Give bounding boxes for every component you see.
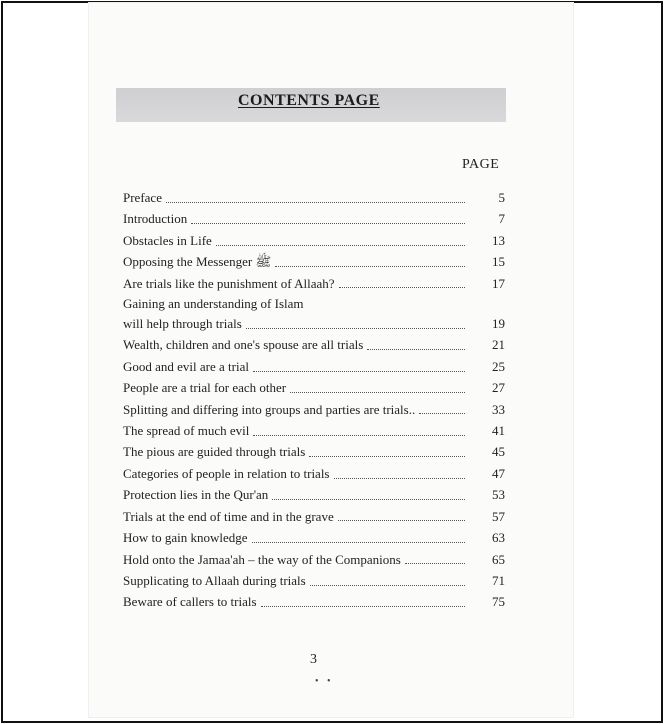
toc-entry-label: Are trials like the punishment of Allaah? [123,275,335,291]
toc-entry [123,441,505,462]
contents-title: CONTENTS PAGE [238,92,380,109]
toc-entry [123,420,505,441]
toc-entry-page: 27 [492,380,505,396]
dot-leader [310,584,465,586]
toc-entry-label: Good and evil are a trial [123,358,249,374]
toc-entry-label: The spread of much evil [123,423,250,439]
toc-entry-label: Splitting and differing into groups and parties are trials.. [123,401,416,417]
dot-leader [419,412,465,414]
toc-entry [123,399,505,420]
toc-entry-page: 47 [492,465,505,481]
toc-entry-page: 57 [492,508,505,524]
toc-entry-label-line1: Gaining an understanding of Islam [123,296,304,312]
toc-entry [123,273,505,294]
toc-entry [123,570,505,591]
toc-entry [123,208,505,229]
dot-leader [339,286,465,288]
toc-entry-label: Introduction [123,211,188,227]
toc-entry [123,187,505,208]
table-of-contents [123,187,505,613]
toc-entry-page: 65 [492,551,505,567]
toc-entry-page: 17 [492,275,505,291]
toc-entry-label: Beware of callers to trials [123,594,257,610]
toc-entry-page: 71 [492,572,505,588]
dot-leader [191,222,465,224]
toc-entry [123,334,505,355]
toc-entry-label: Categories of people in relation to trials [123,465,330,481]
toc-entry [123,294,505,334]
toc-entry-label: How to gain knowledge [123,530,248,546]
toc-entry-label: Opposing the Messenger ﷺ [123,254,272,270]
dot-leader [216,244,465,246]
toc-entry-label: Preface [123,190,162,205]
toc-entry-page: 5 [498,190,505,205]
dot-leader [338,519,465,521]
toc-entry-page: 19 [492,316,505,332]
dot-leader [275,265,465,267]
toc-entry-page: 45 [492,444,505,460]
dot-leader [252,541,465,543]
toc-entry-page: 33 [492,401,505,417]
toc-entry [123,463,505,484]
dot-leader [290,391,465,393]
toc-entry-page: 53 [492,487,505,503]
dot-leader [261,605,465,607]
toc-entry [123,377,505,398]
toc-entry-page: 21 [492,337,505,353]
page-column-heading: PAGE [462,157,500,172]
toc-entry-label: will help through trials [123,316,242,332]
toc-entry [123,549,505,570]
dot-leader [334,477,466,479]
toc-entry [123,506,505,527]
toc-entry-page: 25 [492,358,505,374]
dot-leader [272,498,465,500]
dot-leader [367,348,465,350]
dot-leader [253,434,465,436]
toc-entry-label: Hold onto the Jamaa'ah – the way of the Companions [123,551,401,567]
toc-entry-label: Supplicating to Allaah during trials [123,572,306,588]
toc-entry [123,230,505,251]
dot-leader [166,201,465,203]
dot-leader [246,327,465,329]
toc-entry-page: 15 [492,254,505,270]
footer-marks: • • [315,676,334,687]
toc-entry-page: 63 [492,530,505,546]
toc-entry [123,356,505,377]
toc-entry-label: Protection lies in the Qur'an [123,487,269,503]
dot-leader [253,370,465,372]
toc-entry-page: 7 [498,211,505,227]
toc-entry-label: Wealth, children and one's spouse are all trials [123,337,364,353]
toc-entry-page: 75 [492,594,505,610]
toc-entry-label: Trials at the end of time and in the grave [123,508,334,524]
dot-leader [309,455,465,457]
toc-entry-page: 13 [492,232,505,248]
toc-entry [123,251,505,272]
dot-leader [405,562,465,564]
toc-entry [123,484,505,505]
toc-entry [123,527,505,548]
toc-entry-label: The pious are guided through trials [123,444,306,460]
toc-entry-label: Obstacles in Life [123,232,212,248]
toc-entry [123,591,505,612]
page-number: 3 [310,652,317,667]
toc-entry-page: 41 [492,423,505,439]
toc-entry-label: People are a trial for each other [123,380,287,396]
